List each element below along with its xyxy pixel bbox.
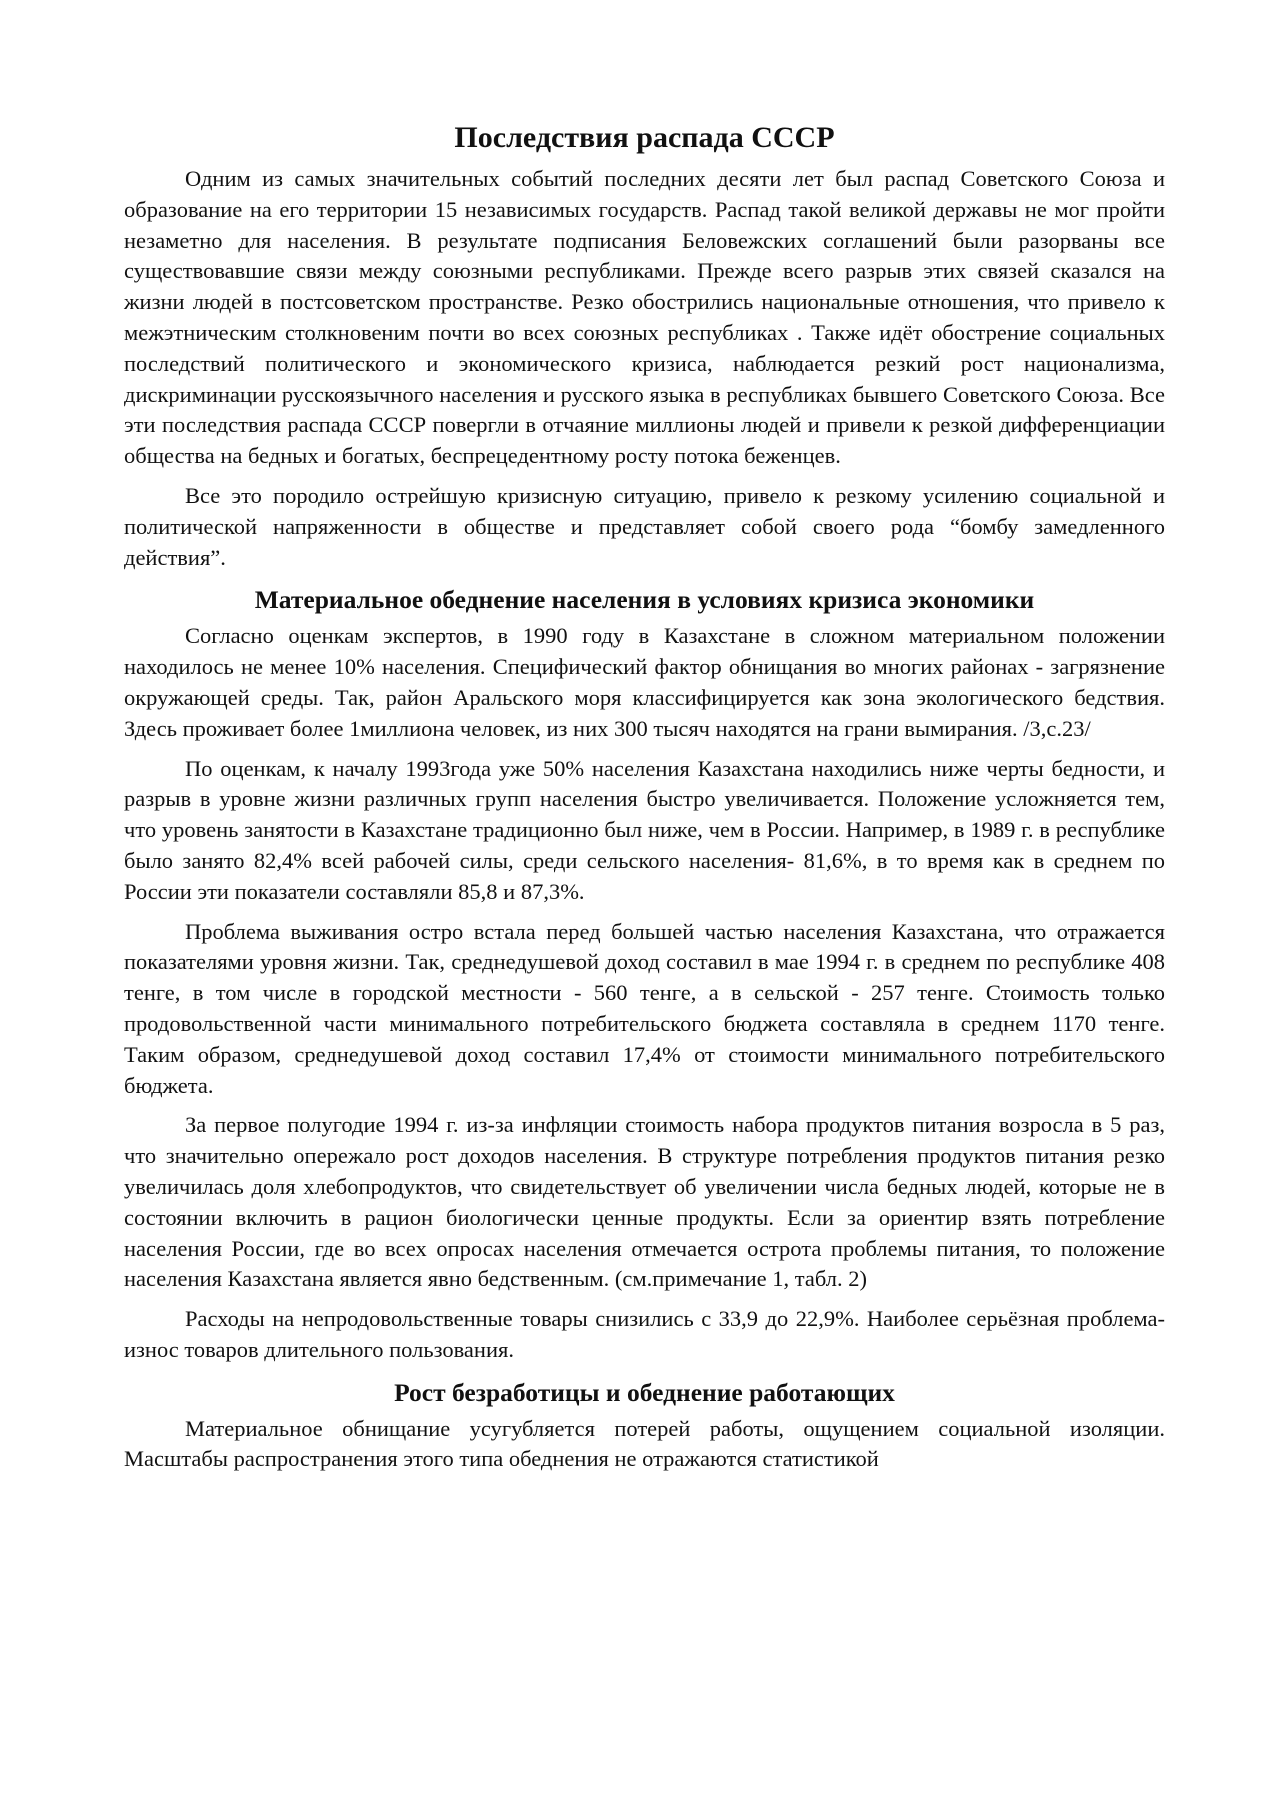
paragraph: Все это породило острейшую кризисную ситуацию, привело к резкому усилению социальной и политической напряженности в обществе и представляет собой своего рода “бомбу замедленного действия”. xyxy=(124,482,1165,570)
document-title: Последствия распада СССР xyxy=(454,121,835,154)
paragraph: Расходы на непродовольственные товары снизились с 33,9 до 22,9%. Наиболее серьёзная проблема- износ товаров длительного пользования. xyxy=(124,1306,1165,1362)
section-material-impoverishment xyxy=(124,583,1165,1365)
section-heading: Материальное обеднение населения в условиях кризиса экономики xyxy=(254,585,1035,615)
section-unemployment xyxy=(124,1376,1165,1476)
section-heading: Рост безработицы и обеднение работающих xyxy=(394,1377,895,1407)
section-intro xyxy=(124,164,1165,573)
paragraph: Материальное обнищание усугубляется потерей работы, ощущением социальной изоляции. Масштабы распространения этого типа обеднения не отражаются статистикой xyxy=(124,1415,1165,1472)
paragraph: По оценкам, к началу 1993года уже 50% населения Казахстана находились ниже черты бедности, и разрыв в уровне жизни различных групп населения быстро увеличивается. Положение усложняется тем, что уровень занятости в Казахстане традиционно был ниже, чем в России. Например, в 1989 г. в республике было занято 82,4% всей рабочей силы, среди сельского населения- 81,6%, в то время как в среднем по России эти показатели составляли 85,8 и 87,3%. xyxy=(124,755,1165,904)
paragraph: Проблема выживания остро встала перед большей частью населения Казахстана, что отражается показателями уровня жизни. Так, среднедушевой доход составил в мае 1994 г. в среднем по республике 408 тенге, в том числе в городской местности - 560 тенге, а в сельской - 257 тенге. Стоимость только продовольственной части минимального потребительского бюджета составляла в среднем 1170 тенге. Таким образом, среднедушевой доход составил 17,4% от стоимости минимального потребительского бюджета. xyxy=(124,918,1165,1098)
paragraph: За первое полугодие 1994 г. из-за инфляции стоимость набора продуктов питания возросла в 5 раз, что значительно опережало рост доходов населения. В структуре потребления продуктов питания резко увеличилась доля хлебопродуктов, что свидетельствует об увеличении числа бедных людей, которые не в состоянии включить в рацион биологически ценные продукты. Если за ориентир взять потребление населения России, где во всех опросах населения отмечается острота проблемы питания, то положение населения Казахстана является явно бедственным. (см.примечание 1, табл. 2) xyxy=(124,1112,1165,1292)
paragraph: Согласно оценкам экспертов, в 1990 году в Казахстане в сложном материальном положении находилось не менее 10% населения. Специфический фактор обнищания во многих районах - загрязнение окружающей среды. Так, район Аральского моря классифицируется как зона экологического бедствия. Здесь проживает более 1миллиона человек, из них 300 тысяч находятся на грани вымирания. /3,с.23/ xyxy=(124,623,1165,741)
paragraph: Одним из самых значительных событий последних десяти лет был распад Советского Союза и образование на его территории 15 независимых государств. Распад такой великой державы не мог пройти незаметно для населения. В результате подписания Беловежских соглашений были разорваны все существовавшие связи между союзными республиками. Прежде всего разрыв этих связей сказался на жизни людей в постсоветском пространстве. Резко обострились национальные отношения, что привело к межэтническим столкновеним почти во всех союзных республиках . Также идёт обострение социальных последствий политического и экономического кризиса, наблюдается резкий рост национализма, дискриминации русскоязычного населения и русского языка в республиках бывшего Советского Союза. Все эти последствия распада СССР повергли в отчаяние миллионы людей и привели к резкой дифференциации общества на бедных и богатых, беспрецедентному росту потока беженцев. xyxy=(124,166,1165,469)
